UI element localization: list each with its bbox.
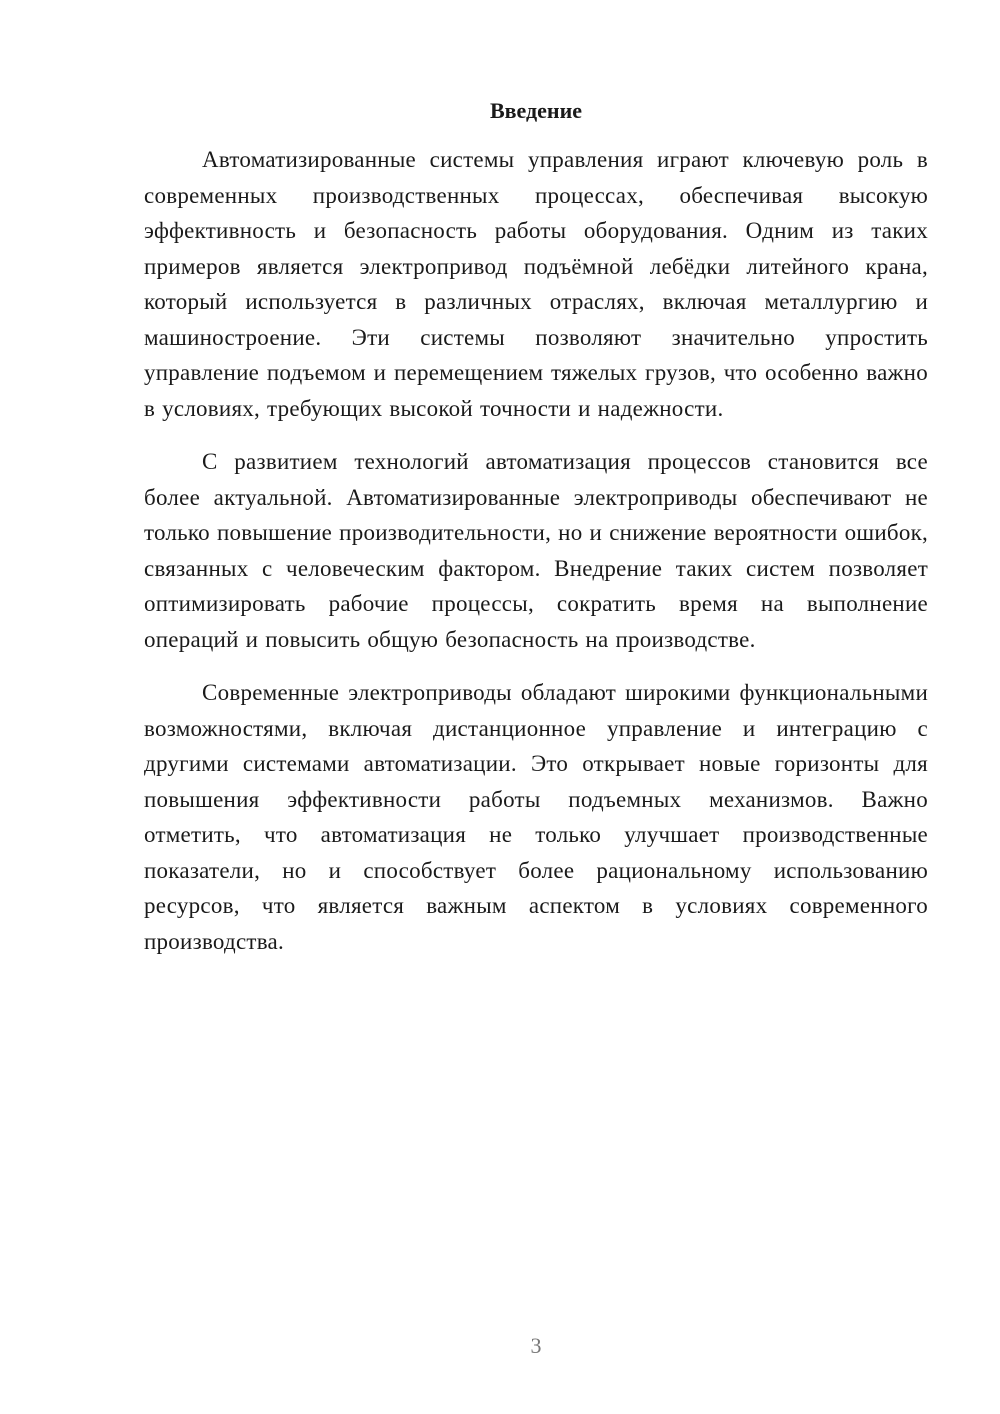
page-number: 3 [530, 1333, 542, 1358]
paragraph-1: Автоматизированные системы управления играют ключевую роль в современных производственных процессах, обеспечивая высокую эффективность и безопасность работы оборудования. Одним из таких примеров является электропривод подъёмной лебёдки литейного крана, который используется в различных отраслях, включая металлургию и машиностроение. Эти системы позволяют значительно упростить управление подъемом и перемещением тяжелых грузов, что особенно важно в условиях, требующих высокой точности и надежности. [144, 147, 928, 421]
section-title: Введение [489, 98, 583, 123]
body-text [144, 142, 928, 977]
paragraph-2: С развитием технологий автоматизация процессов становится все более актуальной. Автоматизированные электроприводы обеспечивают не только повышение производительности, но и снижение вероятности ошибок, связанных с человеческим фактором. Внедрение таких систем позволяет оптимизировать рабочие процессы, сократить время на выполнение операций и повысить общую безопасность на производстве. [144, 449, 928, 652]
paragraph-3: Современные электроприводы обладают широкими функциональными возможностями, включая дистанционное управление и интеграцию с другими системами автоматизации. Это открывает новые горизонты для повышения эффективности работы подъемных механизмов. Важно отметить, что автоматизация не только улучшает производственные показатели, но и способствует более рациональному использованию ресурсов, что является важным аспектом в условиях современного производства. [144, 680, 928, 954]
